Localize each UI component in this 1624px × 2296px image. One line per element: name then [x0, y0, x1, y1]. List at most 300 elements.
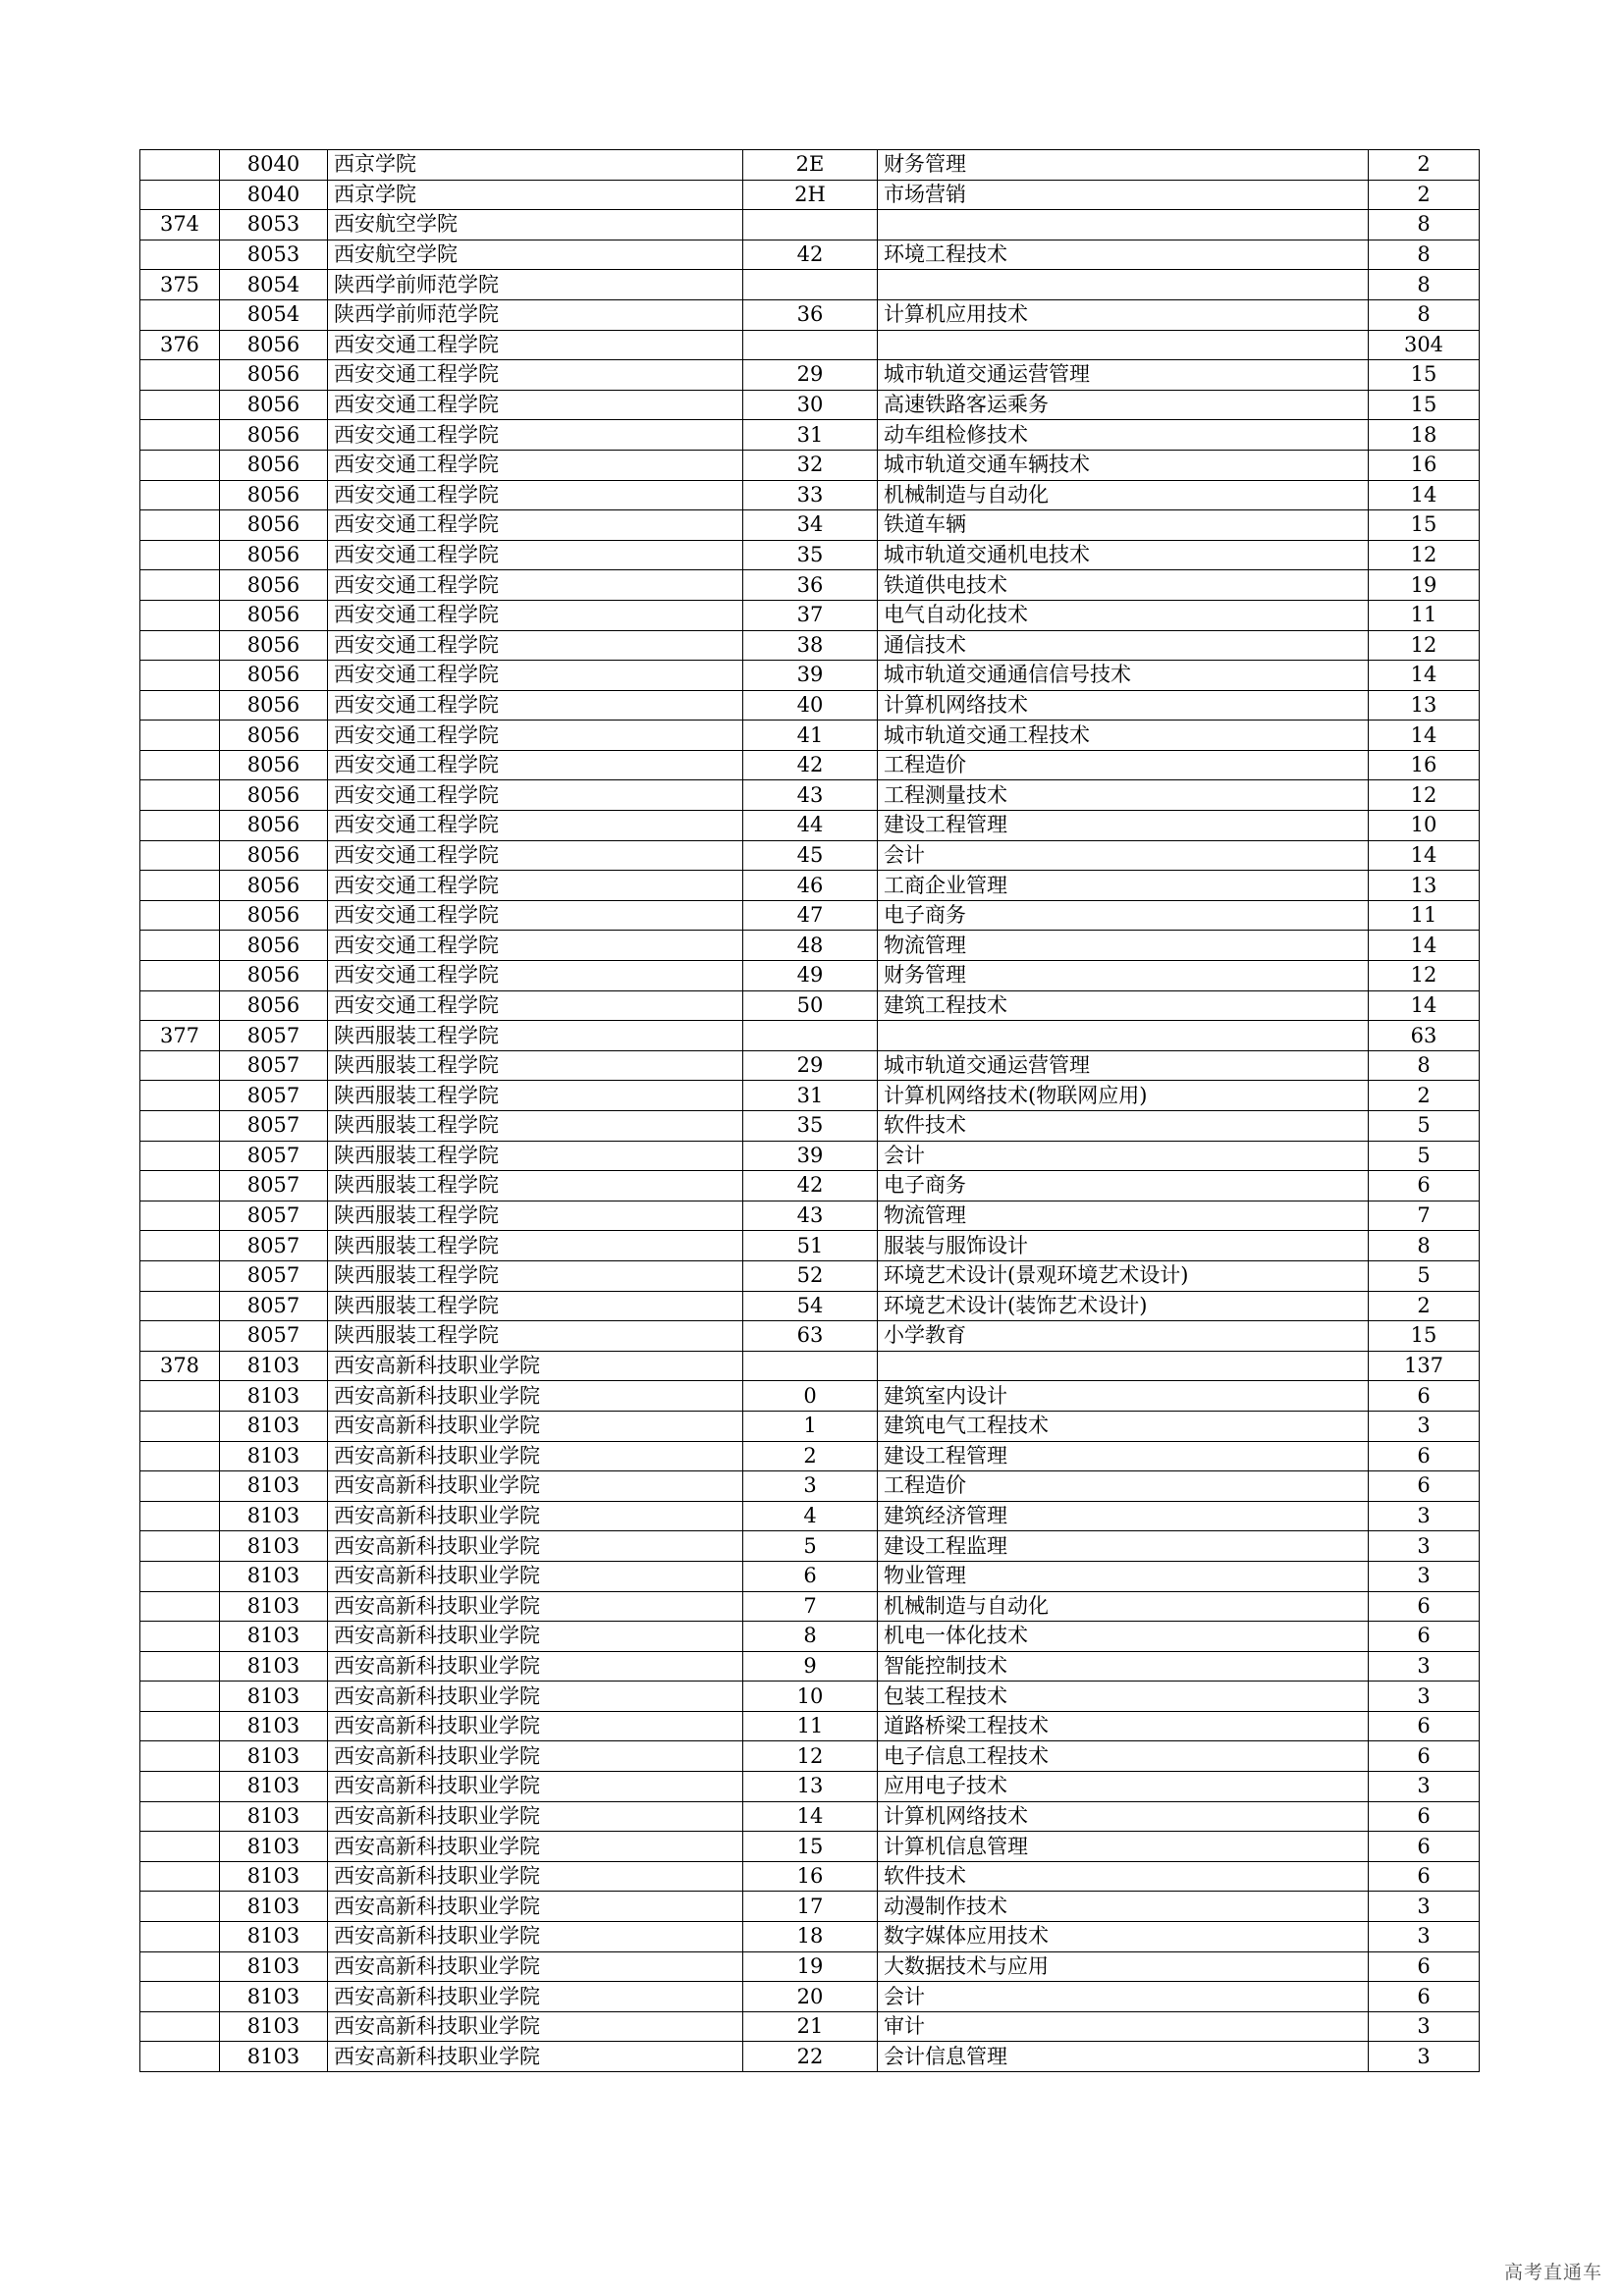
- plan-count-cell: 3: [1369, 1682, 1480, 1712]
- major-code-cell: 11: [743, 1711, 878, 1741]
- major-name-cell: 铁道供电技术: [878, 570, 1369, 601]
- table-row: [140, 1441, 1480, 1471]
- major-name-cell: 服装与服饰设计: [878, 1231, 1369, 1261]
- major-code-cell: [743, 1021, 878, 1051]
- table-row: [140, 1622, 1480, 1652]
- major-name-cell: 小学教育: [878, 1321, 1369, 1352]
- seq-cell: [140, 1260, 220, 1291]
- table-row: [140, 150, 1480, 181]
- major-name-cell: 数字媒体应用技术: [878, 1922, 1369, 1952]
- major-code-cell: 35: [743, 540, 878, 570]
- major-code-cell: 52: [743, 1260, 878, 1291]
- college-name-cell: 陕西服装工程学院: [328, 1021, 743, 1051]
- college-name-cell: 西安高新科技职业学院: [328, 1441, 743, 1471]
- college-name-cell: 西安航空学院: [328, 240, 743, 270]
- plan-count-cell: 8: [1369, 1231, 1480, 1261]
- seq-cell: [140, 390, 220, 420]
- plan-count-cell: 2: [1369, 180, 1480, 210]
- college-code-cell: 8103: [220, 1801, 328, 1832]
- major-code-cell: 40: [743, 690, 878, 721]
- plan-count-cell: 304: [1369, 330, 1480, 360]
- college-name-cell: 西安交通工程学院: [328, 420, 743, 451]
- major-name-cell: 城市轨道交通车辆技术: [878, 450, 1369, 480]
- college-name-cell: 陕西服装工程学院: [328, 1050, 743, 1081]
- college-code-cell: 8056: [220, 931, 328, 961]
- table-row: [140, 1201, 1480, 1231]
- table-row: [140, 1050, 1480, 1081]
- college-code-cell: 8057: [220, 1171, 328, 1201]
- seq-cell: 375: [140, 270, 220, 300]
- major-name-cell: 电子商务: [878, 900, 1369, 931]
- major-name-cell: 物业管理: [878, 1561, 1369, 1591]
- college-code-cell: 8103: [220, 1861, 328, 1892]
- major-name-cell: [878, 330, 1369, 360]
- college-summary-row: [140, 1351, 1480, 1381]
- college-code-cell: 8103: [220, 1651, 328, 1682]
- seq-cell: [140, 1801, 220, 1832]
- plan-count-cell: 15: [1369, 510, 1480, 541]
- plan-count-cell: 6: [1369, 1171, 1480, 1201]
- college-code-cell: 8103: [220, 1772, 328, 1802]
- college-code-cell: 8056: [220, 900, 328, 931]
- major-name-cell: 道路桥梁工程技术: [878, 1711, 1369, 1741]
- table-row: [140, 299, 1480, 330]
- college-name-cell: 西安高新科技职业学院: [328, 1351, 743, 1381]
- major-code-cell: 3: [743, 1471, 878, 1502]
- major-name-cell: 工程测量技术: [878, 780, 1369, 811]
- college-name-cell: 西安高新科技职业学院: [328, 1832, 743, 1862]
- major-code-cell: 42: [743, 1171, 878, 1201]
- table-row: [140, 1832, 1480, 1862]
- seq-cell: [140, 750, 220, 780]
- college-name-cell: 西安高新科技职业学院: [328, 1982, 743, 2012]
- plan-count-cell: 3: [1369, 1561, 1480, 1591]
- major-code-cell: [743, 1351, 878, 1381]
- plan-count-cell: 5: [1369, 1111, 1480, 1142]
- major-code-cell: 39: [743, 1141, 878, 1171]
- seq-cell: [140, 1922, 220, 1952]
- seq-cell: [140, 1772, 220, 1802]
- seq-cell: [140, 1441, 220, 1471]
- major-code-cell: 31: [743, 420, 878, 451]
- plan-count-cell: 12: [1369, 540, 1480, 570]
- college-name-cell: 西安高新科技职业学院: [328, 1801, 743, 1832]
- major-code-cell: 49: [743, 961, 878, 991]
- major-name-cell: 电子商务: [878, 1171, 1369, 1201]
- college-code-cell: 8057: [220, 1321, 328, 1352]
- table-row: [140, 630, 1480, 661]
- table-row: [140, 180, 1480, 210]
- seq-cell: 377: [140, 1021, 220, 1051]
- table-row: [140, 480, 1480, 510]
- table-row: [140, 840, 1480, 871]
- major-name-cell: 建筑经济管理: [878, 1501, 1369, 1531]
- seq-cell: [140, 1982, 220, 2012]
- major-name-cell: 计算机信息管理: [878, 1832, 1369, 1862]
- college-code-cell: 8103: [220, 1411, 328, 1441]
- college-code-cell: 8056: [220, 480, 328, 510]
- seq-cell: [140, 1141, 220, 1171]
- college-code-cell: 8103: [220, 1501, 328, 1531]
- college-code-cell: 8103: [220, 1561, 328, 1591]
- major-name-cell: 市场营销: [878, 180, 1369, 210]
- seq-cell: [140, 630, 220, 661]
- table-row: [140, 1081, 1480, 1111]
- seq-cell: [140, 900, 220, 931]
- college-name-cell: 西京学院: [328, 180, 743, 210]
- college-name-cell: 西安交通工程学院: [328, 721, 743, 751]
- seq-cell: [140, 1832, 220, 1862]
- seq-cell: [140, 1381, 220, 1412]
- major-name-cell: 工程造价: [878, 1471, 1369, 1502]
- table-row: [140, 1561, 1480, 1591]
- college-code-cell: 8056: [220, 510, 328, 541]
- college-code-cell: 8103: [220, 1591, 328, 1622]
- major-name-cell: 城市轨道交通运营管理: [878, 1050, 1369, 1081]
- major-name-cell: [878, 210, 1369, 240]
- major-name-cell: 软件技术: [878, 1861, 1369, 1892]
- plan-count-cell: 3: [1369, 1531, 1480, 1562]
- table-row: [140, 1171, 1480, 1201]
- college-name-cell: 西安交通工程学院: [328, 330, 743, 360]
- college-name-cell: 西安交通工程学院: [328, 990, 743, 1021]
- major-name-cell: 建筑电气工程技术: [878, 1411, 1369, 1441]
- table-row: [140, 1892, 1480, 1922]
- college-code-cell: 8057: [220, 1201, 328, 1231]
- plan-count-cell: 14: [1369, 480, 1480, 510]
- table-row: [140, 780, 1480, 811]
- plan-count-cell: 11: [1369, 900, 1480, 931]
- seq-cell: [140, 780, 220, 811]
- major-name-cell: 建筑工程技术: [878, 990, 1369, 1021]
- college-code-cell: 8056: [220, 811, 328, 841]
- college-code-cell: 8057: [220, 1141, 328, 1171]
- table-row: [140, 1591, 1480, 1622]
- major-code-cell: 54: [743, 1291, 878, 1321]
- table-row: [140, 240, 1480, 270]
- watermark-text: 高考直通车: [1503, 2262, 1602, 2283]
- seq-cell: 378: [140, 1351, 220, 1381]
- seq-cell: [140, 690, 220, 721]
- plan-count-cell: 6: [1369, 1471, 1480, 1502]
- major-code-cell: 9: [743, 1651, 878, 1682]
- major-name-cell: 机电一体化技术: [878, 1622, 1369, 1652]
- plan-count-cell: 6: [1369, 1951, 1480, 1982]
- table-row: [140, 931, 1480, 961]
- plan-count-cell: 14: [1369, 990, 1480, 1021]
- plan-count-cell: 6: [1369, 1441, 1480, 1471]
- seq-cell: [140, 2011, 220, 2042]
- seq-cell: [140, 180, 220, 210]
- college-summary-row: [140, 1021, 1480, 1051]
- seq-cell: [140, 1081, 220, 1111]
- college-name-cell: 西安高新科技职业学院: [328, 1411, 743, 1441]
- plan-count-cell: 6: [1369, 1832, 1480, 1862]
- college-summary-row: [140, 270, 1480, 300]
- major-code-cell: 10: [743, 1682, 878, 1712]
- plan-count-cell: 8: [1369, 270, 1480, 300]
- major-code-cell: 51: [743, 1231, 878, 1261]
- major-name-cell: 通信技术: [878, 630, 1369, 661]
- table-row: [140, 600, 1480, 630]
- major-name-cell: 机械制造与自动化: [878, 480, 1369, 510]
- plan-count-cell: 16: [1369, 450, 1480, 480]
- seq-cell: [140, 420, 220, 451]
- plan-count-cell: 6: [1369, 1381, 1480, 1412]
- seq-cell: [140, 240, 220, 270]
- college-name-cell: 陕西学前师范学院: [328, 299, 743, 330]
- seq-cell: [140, 540, 220, 570]
- table-row: [140, 990, 1480, 1021]
- major-code-cell: 2: [743, 1441, 878, 1471]
- seq-cell: [140, 1591, 220, 1622]
- plan-count-cell: 3: [1369, 1772, 1480, 1802]
- college-name-cell: 西安高新科技职业学院: [328, 1861, 743, 1892]
- major-code-cell: 36: [743, 570, 878, 601]
- seq-cell: [140, 1682, 220, 1712]
- college-code-cell: 8040: [220, 150, 328, 181]
- plan-count-cell: 3: [1369, 1411, 1480, 1441]
- table-row: [140, 1531, 1480, 1562]
- plan-count-cell: 14: [1369, 840, 1480, 871]
- plan-count-cell: 5: [1369, 1260, 1480, 1291]
- major-code-cell: 14: [743, 1801, 878, 1832]
- college-code-cell: 8057: [220, 1291, 328, 1321]
- college-name-cell: 西安航空学院: [328, 210, 743, 240]
- major-name-cell: 环境工程技术: [878, 240, 1369, 270]
- college-code-cell: 8103: [220, 2011, 328, 2042]
- college-name-cell: 陕西学前师范学院: [328, 270, 743, 300]
- plan-count-cell: 137: [1369, 1351, 1480, 1381]
- seq-cell: [140, 480, 220, 510]
- college-name-cell: 西安高新科技职业学院: [328, 1741, 743, 1772]
- table-row: [140, 1260, 1480, 1291]
- table-row: [140, 1411, 1480, 1441]
- plan-count-cell: 3: [1369, 2042, 1480, 2072]
- major-name-cell: 物流管理: [878, 931, 1369, 961]
- college-code-cell: 8057: [220, 1021, 328, 1051]
- seq-cell: [140, 661, 220, 691]
- seq-cell: [140, 450, 220, 480]
- college-code-cell: 8056: [220, 990, 328, 1021]
- plan-count-cell: 3: [1369, 1922, 1480, 1952]
- major-name-cell: 物流管理: [878, 1201, 1369, 1231]
- table-row: [140, 1231, 1480, 1261]
- plan-count-cell: 15: [1369, 1321, 1480, 1352]
- plan-count-cell: 11: [1369, 600, 1480, 630]
- table-row: [140, 1682, 1480, 1712]
- college-code-cell: 8056: [220, 961, 328, 991]
- college-name-cell: 西安高新科技职业学院: [328, 1501, 743, 1531]
- major-code-cell: [743, 330, 878, 360]
- college-code-cell: 8103: [220, 2042, 328, 2072]
- seq-cell: [140, 1501, 220, 1531]
- college-code-cell: 8056: [220, 840, 328, 871]
- college-code-cell: 8057: [220, 1260, 328, 1291]
- major-code-cell: 32: [743, 450, 878, 480]
- major-code-cell: 2E: [743, 150, 878, 181]
- college-code-cell: 8057: [220, 1081, 328, 1111]
- major-code-cell: 37: [743, 600, 878, 630]
- table-row: [140, 540, 1480, 570]
- major-code-cell: 34: [743, 510, 878, 541]
- plan-count-cell: 6: [1369, 1741, 1480, 1772]
- college-name-cell: 陕西服装工程学院: [328, 1171, 743, 1201]
- college-code-cell: 8056: [220, 871, 328, 901]
- table-row: [140, 2042, 1480, 2072]
- college-code-cell: 8054: [220, 299, 328, 330]
- college-summary-row: [140, 330, 1480, 360]
- major-name-cell: 城市轨道交通运营管理: [878, 360, 1369, 391]
- major-name-cell: 会计: [878, 1982, 1369, 2012]
- seq-cell: [140, 1201, 220, 1231]
- major-code-cell: 29: [743, 1050, 878, 1081]
- major-code-cell: 20: [743, 1982, 878, 2012]
- college-code-cell: 8103: [220, 1922, 328, 1952]
- major-name-cell: 会计: [878, 1141, 1369, 1171]
- college-name-cell: 陕西服装工程学院: [328, 1321, 743, 1352]
- college-summary-row: [140, 210, 1480, 240]
- college-name-cell: 西安交通工程学院: [328, 600, 743, 630]
- seq-cell: [140, 1050, 220, 1081]
- major-name-cell: 计算机网络技术(物联网应用): [878, 1081, 1369, 1111]
- college-code-cell: 8057: [220, 1111, 328, 1142]
- major-code-cell: 35: [743, 1111, 878, 1142]
- plan-count-cell: 5: [1369, 1141, 1480, 1171]
- plan-count-cell: 6: [1369, 1982, 1480, 2012]
- table-row: [140, 1141, 1480, 1171]
- major-name-cell: 会计信息管理: [878, 2042, 1369, 2072]
- college-name-cell: 西安交通工程学院: [328, 900, 743, 931]
- college-code-cell: 8056: [220, 630, 328, 661]
- college-code-cell: 8103: [220, 1622, 328, 1652]
- enrollment-plan-table: [139, 149, 1480, 2072]
- college-name-cell: 陕西服装工程学院: [328, 1260, 743, 1291]
- table-row: [140, 661, 1480, 691]
- college-name-cell: 西安高新科技职业学院: [328, 1531, 743, 1562]
- college-code-cell: 8056: [220, 450, 328, 480]
- seq-cell: [140, 1471, 220, 1502]
- plan-count-cell: 63: [1369, 1021, 1480, 1051]
- table-row: [140, 721, 1480, 751]
- table-row: [140, 900, 1480, 931]
- plan-count-cell: 8: [1369, 1050, 1480, 1081]
- college-name-cell: 西安高新科技职业学院: [328, 1892, 743, 1922]
- major-code-cell: [743, 210, 878, 240]
- major-code-cell: 48: [743, 931, 878, 961]
- college-code-cell: 8056: [220, 750, 328, 780]
- table-row: [140, 390, 1480, 420]
- table-row: [140, 871, 1480, 901]
- college-name-cell: 西安高新科技职业学院: [328, 1711, 743, 1741]
- seq-cell: [140, 510, 220, 541]
- major-name-cell: 审计: [878, 2011, 1369, 2042]
- major-code-cell: 30: [743, 390, 878, 420]
- table-row: [140, 1861, 1480, 1892]
- college-name-cell: 西安高新科技职业学院: [328, 1951, 743, 1982]
- college-name-cell: 西安交通工程学院: [328, 510, 743, 541]
- major-code-cell: 21: [743, 2011, 878, 2042]
- college-code-cell: 8103: [220, 1982, 328, 2012]
- major-name-cell: 环境艺术设计(景观环境艺术设计): [878, 1260, 1369, 1291]
- plan-count-cell: 19: [1369, 570, 1480, 601]
- table-row: [140, 570, 1480, 601]
- major-code-cell: 43: [743, 780, 878, 811]
- plan-count-cell: 8: [1369, 210, 1480, 240]
- seq-cell: [140, 1951, 220, 1982]
- major-name-cell: 机械制造与自动化: [878, 1591, 1369, 1622]
- college-name-cell: 陕西服装工程学院: [328, 1291, 743, 1321]
- college-code-cell: 8040: [220, 180, 328, 210]
- major-name-cell: [878, 1351, 1369, 1381]
- table-row: [140, 1801, 1480, 1832]
- plan-count-cell: 12: [1369, 780, 1480, 811]
- college-name-cell: 西安交通工程学院: [328, 390, 743, 420]
- college-name-cell: 陕西服装工程学院: [328, 1081, 743, 1111]
- college-code-cell: 8103: [220, 1682, 328, 1712]
- college-code-cell: 8103: [220, 1892, 328, 1922]
- table-row: [140, 1111, 1480, 1142]
- major-name-cell: 建设工程管理: [878, 811, 1369, 841]
- college-code-cell: 8053: [220, 210, 328, 240]
- college-name-cell: 西安高新科技职业学院: [328, 2042, 743, 2072]
- major-name-cell: 计算机网络技术: [878, 1801, 1369, 1832]
- college-name-cell: 西安交通工程学院: [328, 480, 743, 510]
- major-code-cell: 0: [743, 1381, 878, 1412]
- seq-cell: [140, 1531, 220, 1562]
- college-code-cell: 8056: [220, 690, 328, 721]
- major-name-cell: 财务管理: [878, 961, 1369, 991]
- major-code-cell: 5: [743, 1531, 878, 1562]
- major-name-cell: 会计: [878, 840, 1369, 871]
- college-code-cell: 8056: [220, 721, 328, 751]
- college-name-cell: 西安交通工程学院: [328, 780, 743, 811]
- plan-count-cell: 12: [1369, 630, 1480, 661]
- major-name-cell: 建设工程管理: [878, 1441, 1369, 1471]
- seq-cell: 376: [140, 330, 220, 360]
- major-name-cell: 软件技术: [878, 1111, 1369, 1142]
- seq-cell: [140, 600, 220, 630]
- major-code-cell: 43: [743, 1201, 878, 1231]
- major-name-cell: [878, 1021, 1369, 1051]
- plan-count-cell: 6: [1369, 1861, 1480, 1892]
- seq-cell: [140, 840, 220, 871]
- plan-count-cell: 12: [1369, 961, 1480, 991]
- major-name-cell: 工商企业管理: [878, 871, 1369, 901]
- major-code-cell: 13: [743, 1772, 878, 1802]
- table-row: [140, 1711, 1480, 1741]
- plan-count-cell: 13: [1369, 690, 1480, 721]
- table-row: [140, 1982, 1480, 2012]
- major-code-cell: 6: [743, 1561, 878, 1591]
- college-name-cell: 西安高新科技职业学院: [328, 1381, 743, 1412]
- major-code-cell: 41: [743, 721, 878, 751]
- major-code-cell: 12: [743, 1741, 878, 1772]
- table-row: [140, 1741, 1480, 1772]
- college-code-cell: 8057: [220, 1231, 328, 1261]
- college-name-cell: 西安高新科技职业学院: [328, 1591, 743, 1622]
- major-name-cell: 建筑室内设计: [878, 1381, 1369, 1412]
- college-name-cell: 西安交通工程学院: [328, 931, 743, 961]
- table-row: [140, 1381, 1480, 1412]
- major-code-cell: 50: [743, 990, 878, 1021]
- table-row: [140, 690, 1480, 721]
- seq-cell: [140, 931, 220, 961]
- table-row: [140, 360, 1480, 391]
- plan-count-cell: 6: [1369, 1711, 1480, 1741]
- college-code-cell: 8103: [220, 1951, 328, 1982]
- plan-count-cell: 18: [1369, 420, 1480, 451]
